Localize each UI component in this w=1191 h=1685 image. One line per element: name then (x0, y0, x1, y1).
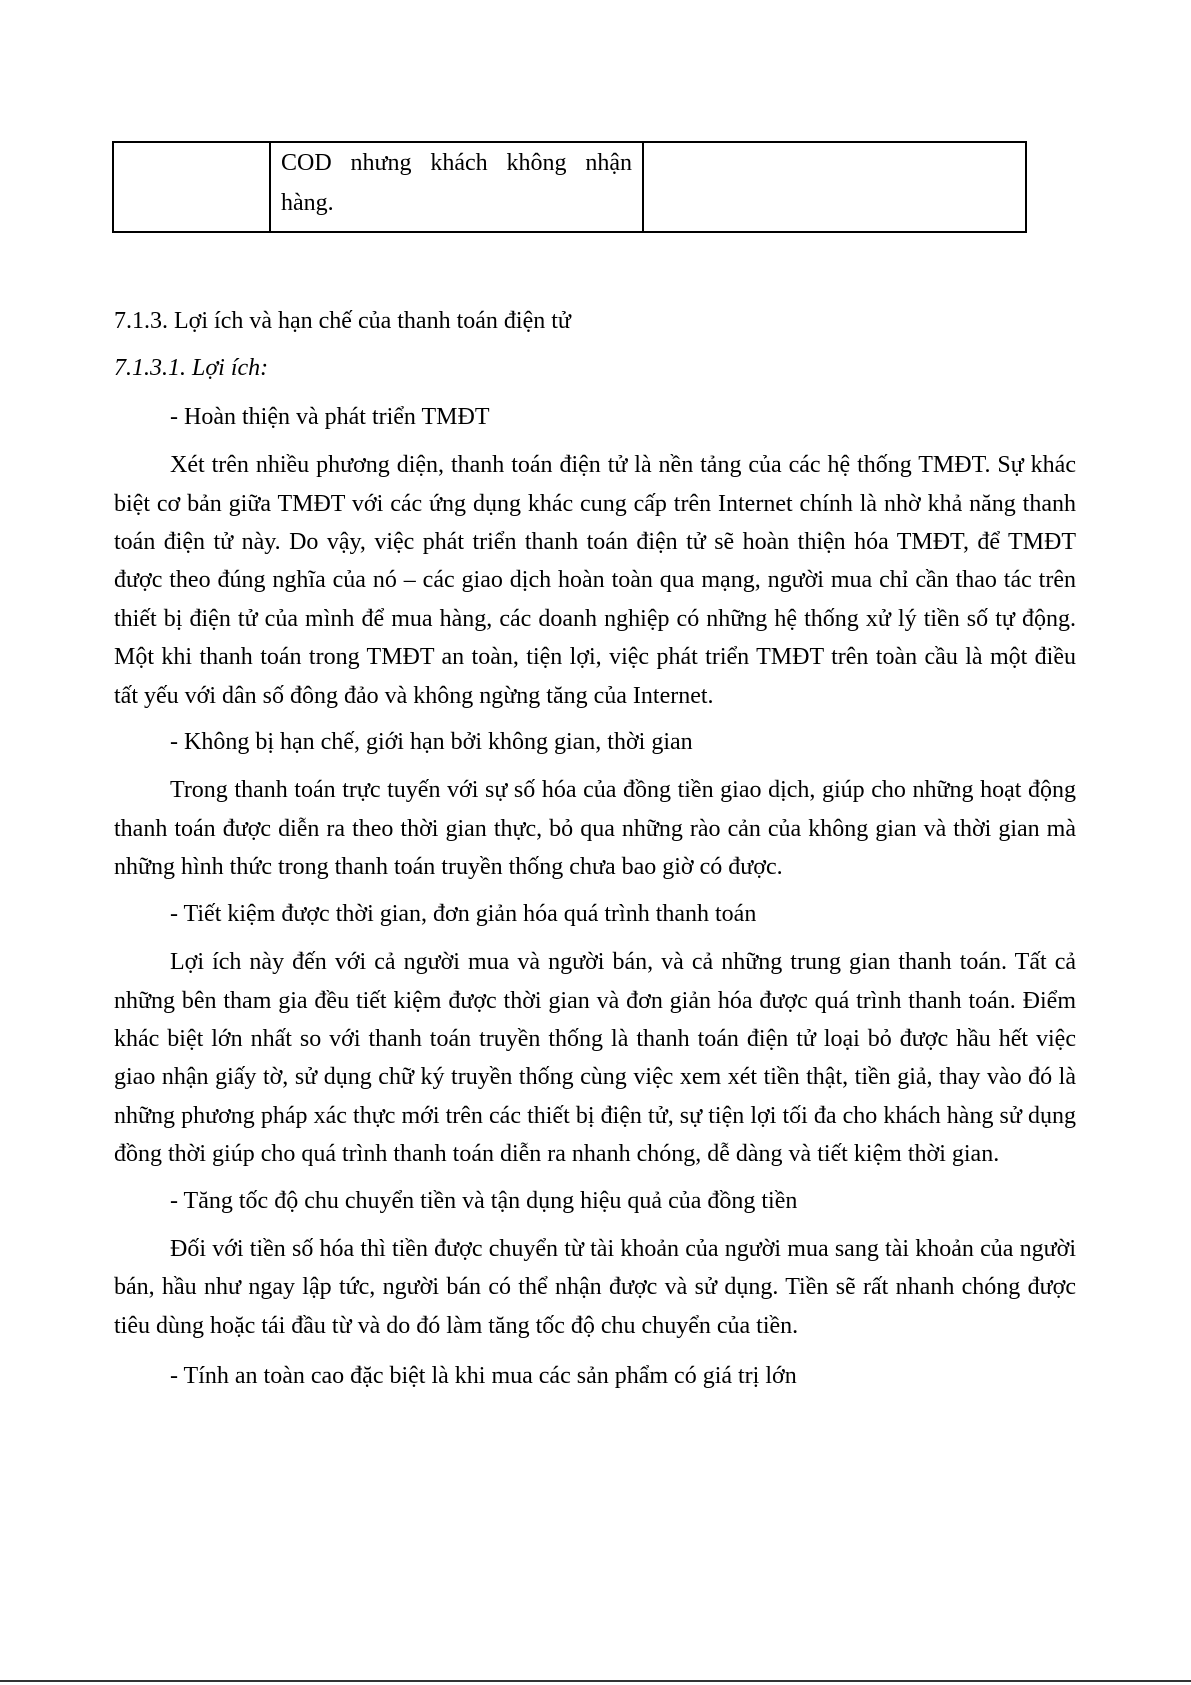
table-cell-empty-left (113, 142, 270, 232)
benefit-paragraph: Lợi ích này đến với cả người mua và người bán, và cả những trung gian thanh toán. Tất cả những bên tham gia đều tiết kiệm được thời gian và đơn giản hóa được quá trình thanh toán. Điểm khác biệt lớn nhất so với thanh toán truyền thống là thanh toán điện tử loại bỏ được hầu hết việc giao nhận giấy tờ, sử dụng chữ ký truyền thống cùng việc xem xét tiền thật, tiền giả, thay vào đó là những phương pháp xác thực mới trên các thiết bị điện tử, sự tiện lợi tối đa cho khách hàng sử dụng đồng thời giúp cho quá trình thanh toán diễn ra nhanh chóng, dễ dàng và tiết kiệm thời gian. (114, 949, 1076, 1168)
table-cell-empty-right (643, 142, 1026, 232)
continued-table (112, 141, 1027, 233)
table-cell-text (270, 142, 643, 232)
table-row (113, 142, 1026, 232)
benefit-bullet: - Tính an toàn cao đặc biệt là khi mua các sản phẩm có giá trị lớn (170, 1363, 797, 1390)
benefit-paragraph: Đối với tiền số hóa thì tiền được chuyển từ tài khoản của người mua sang tài khoản của người bán, hầu như ngay lập tức, người bán có thể nhận được và sử dụng. Tiền sẽ rất nhanh chóng được tiêu dùng hoặc tái đầu từ và do đó làm tăng tốc độ chu chuyển của tiền. (114, 1235, 1076, 1339)
page-bottom-rule (0, 1680, 1191, 1682)
benefit-paragraph: Xét trên nhiều phương diện, thanh toán điện tử là nền tảng của các hệ thống TMĐT. Sự khác biệt cơ bản giữa TMĐT với các ứng dụng khác cung cấp trên Internet chính là nhờ khả năng thanh toán điện tử này. Do vậy, việc phát triển thanh toán điện tử sẽ hoàn thiện hóa TMĐT, để TMĐT được theo đúng nghĩa của nó – các giao dịch hoàn toàn qua mạng, người mua chỉ cần thao tác trên thiết bị điện tử của mình để mua hàng, các doanh nghiệp có những hệ thống xử lý tiền số tự động. Một khi thanh toán trong TMĐT an toàn, tiện lợi, việc phát triển TMĐT trên toàn cầu là một điều tất yếu với dân số đông đảo và không ngừng tăng của Internet. (114, 452, 1076, 709)
benefit-bullet: - Hoàn thiện và phát triển TMĐT (170, 403, 490, 430)
benefit-bullet: - Tiết kiệm được thời gian, đơn giản hóa quá trình thanh toán (170, 900, 757, 927)
benefit-bullet: - Tăng tốc độ chu chuyển tiền và tận dụng hiệu quả của đồng tiền (170, 1187, 798, 1214)
section-heading: 7.1.3. Lợi ích và hạn chế của thanh toán điện tử (114, 308, 571, 334)
benefit-bullet: - Không bị hạn chế, giới hạn bởi không gian, thời gian (170, 729, 693, 756)
section-subheading: 7.1.3.1. Lợi ích: (114, 355, 269, 382)
benefit-paragraph: Trong thanh toán trực tuyến với sự số hóa của đồng tiền giao dịch, giúp cho những hoạt động thanh toán được diễn ra theo thời gian thực, bỏ qua những rào cản của không gian và thời gian mà những hình thức trong thanh toán truyền thống chưa bao giờ có được. (114, 777, 1076, 881)
table-cell-line: hàng. (281, 190, 334, 216)
section-content (114, 302, 1076, 1396)
table-cell-line: COD nhưng khách không nhận (281, 150, 632, 176)
